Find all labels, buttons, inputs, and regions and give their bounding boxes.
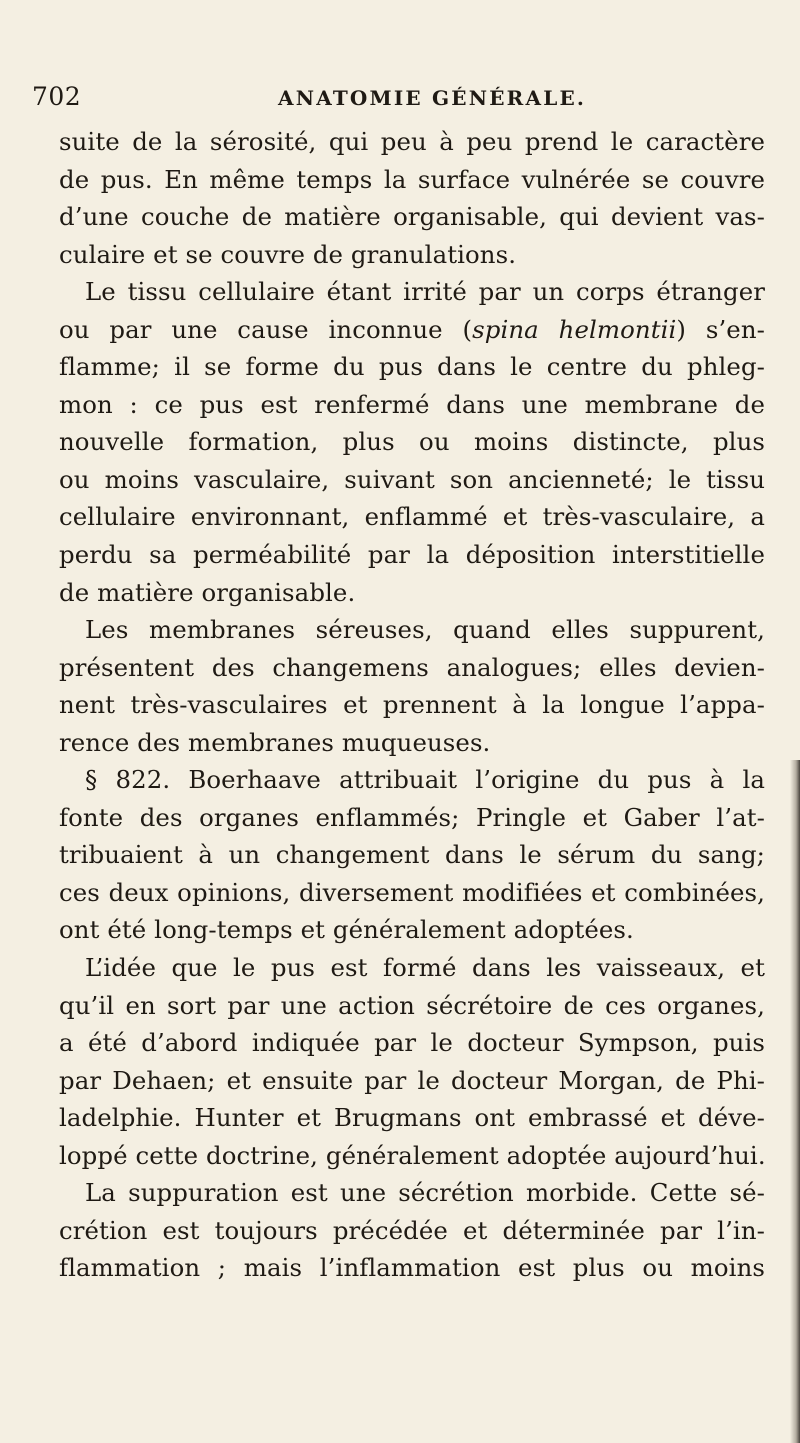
text-line: ces deux opinions, diversement modifiées et combinées, (59, 877, 765, 907)
text-line: nent très-vasculaires et prennent à la longue l’appa- (59, 690, 765, 720)
text-line: ou moins vasculaire, suivant son ancienneté; le tissu (59, 464, 765, 494)
text-line: a été d’abord indiquée par le docteur Sympson, puis (59, 1028, 765, 1058)
text-line: fonte des organes enflammés; Pringle et Gaber l’at- (59, 802, 765, 832)
text-line: culaire et se couvre de granulations. (59, 239, 517, 269)
text-line: suite de la sérosité, qui peu à peu prend le caractère (59, 127, 765, 156)
page-number: 702 (32, 82, 82, 111)
running-title: ANATOMIE GÉNÉRALE. (278, 86, 587, 110)
page-edge-shadow (790, 760, 800, 1443)
text-line: cellulaire environnant, enflammé et très-vasculaire, a (59, 502, 765, 532)
text-line (59, 311, 765, 349)
body-text (59, 123, 765, 1287)
text-line: tribuaient à un changement dans le sérum du sang; (59, 840, 765, 870)
text-line: crétion est toujours précédée et déterminée par l’in- (59, 1215, 765, 1245)
paragraph-start-line: L’idée que le pus est formé dans les vaisseaux, et (85, 953, 765, 983)
text-line: présentent des changemens analogues; elles devien- (59, 652, 765, 682)
text-segment: ) s’en- (676, 314, 765, 344)
text-line: ladelphie. Hunter et Brugmans ont embrassé et déve- (59, 1103, 765, 1133)
text-line: flamme; il se forme du pus dans le centre du phleg- (59, 352, 765, 382)
page-header (32, 82, 772, 112)
text-line: flammation ; mais l’inflammation est plus ou moins (59, 1253, 765, 1283)
text-line: loppé cette doctrine, généralement adoptée aujourd’hui. (59, 1140, 766, 1170)
text-line: qu’il en sort par une action sécrétoire de ces organes, (59, 990, 765, 1020)
paragraph-start-line: La suppuration est une sécrétion morbide. Cette sé- (85, 1178, 765, 1208)
text-line: par Dehaen; et ensuite par le docteur Morgan, de Phi- (59, 1065, 765, 1095)
paragraph-start-line: Le tissu cellulaire étant irrité par un corps étranger (85, 277, 765, 307)
italic-latin-term: spina helmontii (472, 314, 677, 344)
text-line: mon : ce pus est renfermé dans une membrane de (59, 389, 765, 419)
section-start-line: § 822. Boerhaave attribuait l’origine du pus à la (85, 765, 765, 795)
text-line: nouvelle formation, plus ou moins distincte, plus (59, 427, 765, 457)
text-line: de matière organisable. (59, 577, 356, 607)
text-segment: ou par une cause inconnue ( (59, 314, 473, 344)
text-line: ont été long-temps et généralement adoptées. (59, 915, 634, 945)
text-line: d’une couche de matière organisable, qui devient vas- (59, 202, 765, 232)
paragraph-start-line: Les membranes séreuses, quand elles suppurent, (85, 615, 765, 645)
text-line: perdu sa perméabilité par la déposition interstitielle (59, 540, 765, 570)
text-line: de pus. En même temps la surface vulnérée se couvre (59, 164, 765, 194)
text-line: rence des membranes muqueuses. (59, 727, 491, 757)
